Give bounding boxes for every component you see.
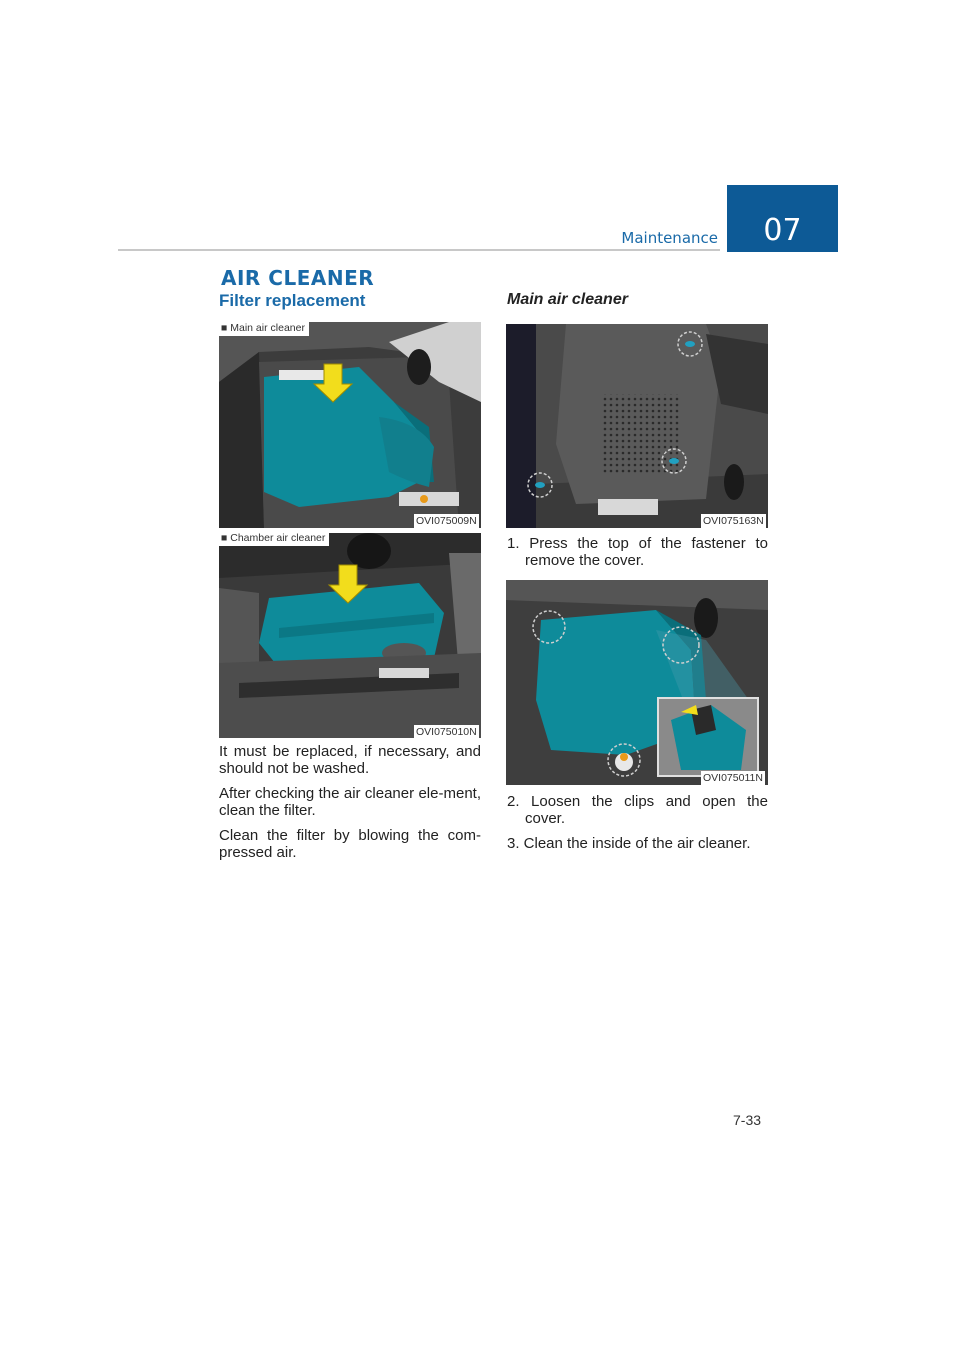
- paragraph: After checking the air cleaner ele-ment, clean the filter.: [219, 785, 481, 819]
- figure-cover-fasteners: [506, 324, 768, 528]
- figure-caption-main: ■ Main air cleaner: [219, 321, 309, 336]
- header-rule: [118, 249, 720, 251]
- figure-caption-chamber: ■ Chamber air cleaner: [219, 531, 329, 546]
- chapter-badge: [727, 185, 838, 252]
- figure-main-air-cleaner: [219, 322, 481, 528]
- page-title: AIR CLEANER: [221, 266, 375, 290]
- filter-replacement-heading: Filter replacement: [219, 291, 366, 310]
- section-title: Maintenance: [621, 229, 718, 247]
- step-item: 2. Loosen the clips and open the cover.: [507, 793, 768, 827]
- step-item: 3. Clean the inside of the air cleaner.: [507, 835, 751, 852]
- figure-code: OVI075011N: [703, 772, 763, 784]
- left-body: [219, 743, 481, 861]
- steps-group-2: [507, 793, 768, 852]
- paragraph: It must be replaced, if necessary, and should not be washed.: [219, 743, 481, 777]
- figure-code: OVI075010N: [416, 726, 477, 738]
- steps-group-1: [507, 535, 768, 569]
- figure-code: OVI075163N: [703, 515, 764, 527]
- figure-chamber-air-cleaner: [219, 533, 481, 738]
- paragraph: Clean the filter by blowing the com-pressed air.: [219, 827, 481, 861]
- figure-clips: [506, 580, 768, 785]
- chapter-number: 07: [763, 213, 802, 248]
- figure-code: OVI075009N: [416, 515, 477, 527]
- page-number: 7-33: [733, 1112, 762, 1128]
- step-item: 1. Press the top of the fastener to remove the cover.: [507, 535, 768, 569]
- main-air-cleaner-heading: Main air cleaner: [507, 291, 628, 308]
